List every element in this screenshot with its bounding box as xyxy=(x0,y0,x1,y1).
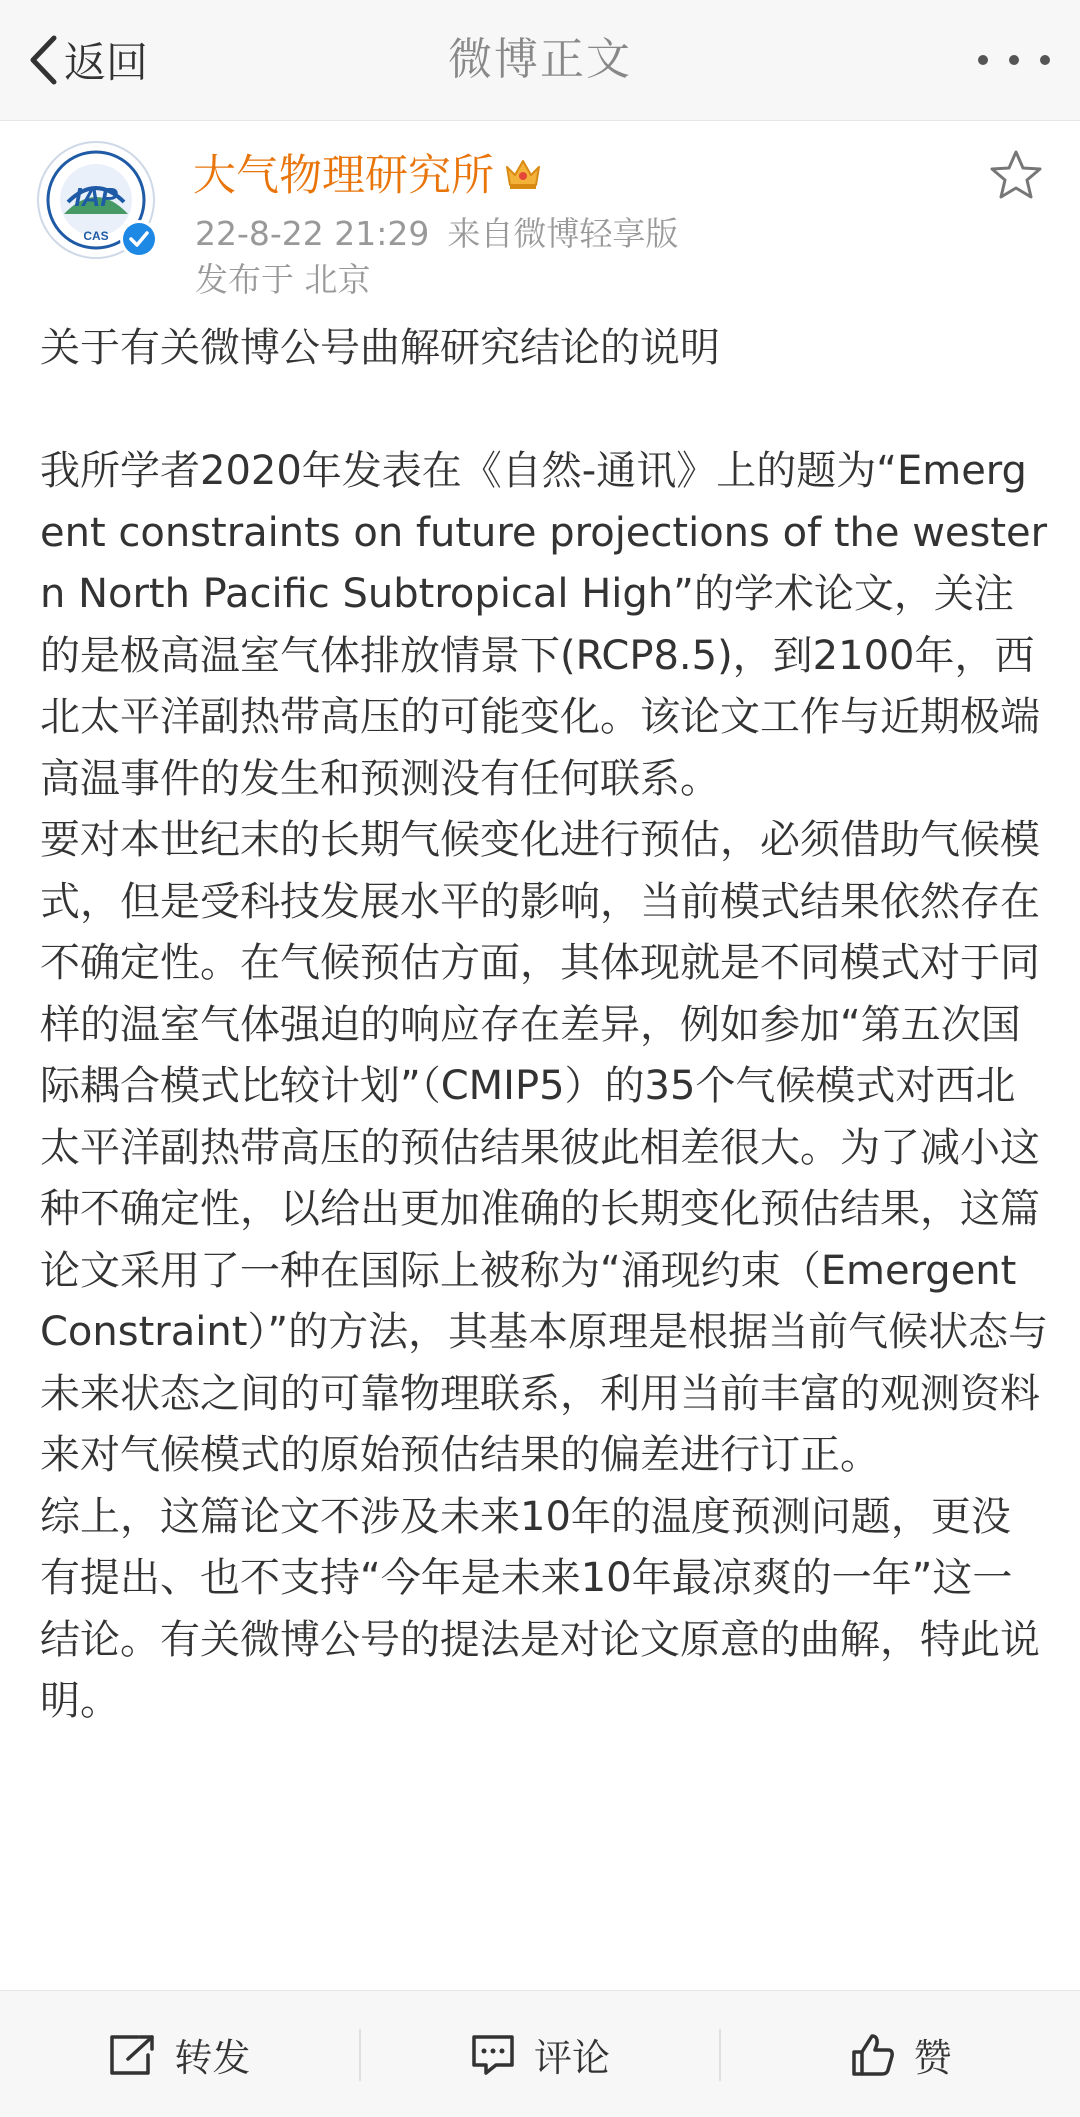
avatar-logo-text: IAP xyxy=(74,182,118,212)
post-paragraph: 综上，这篇论文不涉及未来10年的温度预测问题，更没有提出、也不支持“今年是未来10年最凉爽的一年”这一结论。有关微博公号的提法是对论文原意的曲解，特此说明。 xyxy=(40,1493,1040,1724)
more-dots-icon xyxy=(1009,55,1019,65)
repost-button[interactable] xyxy=(0,1991,359,2117)
post-paragraph: 我所学者2020年发表在《自然-通讯》上的题为“Emergent constraints on future projections of the western North Pacific Subtropical High”的学术论文，关注的是极高温室气体排放情景下(RCP8.5)，到2100年，西北太平洋副热带高压的可能变化。该论文工作与近期极端高温事件的发生和预测没有任何联系。 xyxy=(40,448,1048,802)
nav-bar xyxy=(0,0,1080,121)
back-label: 返回 xyxy=(64,38,149,87)
like-label: 赞 xyxy=(913,2036,952,2080)
post-meta xyxy=(195,208,678,255)
repost-label: 转发 xyxy=(174,2036,251,2080)
post-author xyxy=(0,130,1080,300)
like-button[interactable] xyxy=(721,1991,1080,2117)
post-location: 发布于 北京 xyxy=(195,260,371,299)
share-arrow-icon xyxy=(108,2033,156,2077)
comment-label: 评论 xyxy=(534,2036,611,2080)
crown-badge-icon xyxy=(504,155,542,191)
avatar-logo-sub: CAS xyxy=(83,229,109,243)
post-paragraph: 要对本世纪末的长期气候变化进行预估，必须借助气候模式，但是受科技发展水平的影响，当前模式结果依然存在不确定性。在气候预估方面，其体现就是不同模式对于同样的温室气体强迫的响应存在差异，例如参加“第五次国际耦合模式比较计划”（CMIP5）的35个气候模式对西北太平洋副热带高压的预估结果彼此相差很大。为了减小这种不确定性，以给出更加准确的长期变化预估结果，这篇论文采用了一种在国际上被称为“涌现约束（Emergent Constraint）”的方法，其基本原理是根据当前气候状态与未来状态之间的可靠物理联系，利用当前丰富的观测资料来对气候模式的原始预估结果的偏差进行订正。 xyxy=(40,817,1049,1478)
more-dots-icon xyxy=(1040,55,1050,65)
post-heading: 关于有关微博公号曲解研究结论的说明 xyxy=(40,325,720,371)
comment-button[interactable] xyxy=(361,1991,720,2117)
post-timestamp: 22-8-22 21:29 xyxy=(195,214,430,253)
post-source: 来自微博轻享版 xyxy=(447,214,679,253)
verified-badge-icon xyxy=(120,220,158,258)
favorite-button[interactable] xyxy=(988,148,1044,204)
thumbs-up-icon xyxy=(850,2032,896,2078)
author-name[interactable] xyxy=(193,142,542,203)
post-content xyxy=(40,318,1050,1733)
action-bar xyxy=(0,1990,1080,2117)
more-options-button[interactable] xyxy=(978,28,1050,92)
star-outline-icon xyxy=(988,148,1044,204)
author-name-text: 大气物理研究所 xyxy=(193,151,494,201)
more-dots-icon xyxy=(978,55,988,65)
comment-bubble-icon xyxy=(470,2033,516,2077)
page-title: 微博正文 xyxy=(448,34,632,85)
